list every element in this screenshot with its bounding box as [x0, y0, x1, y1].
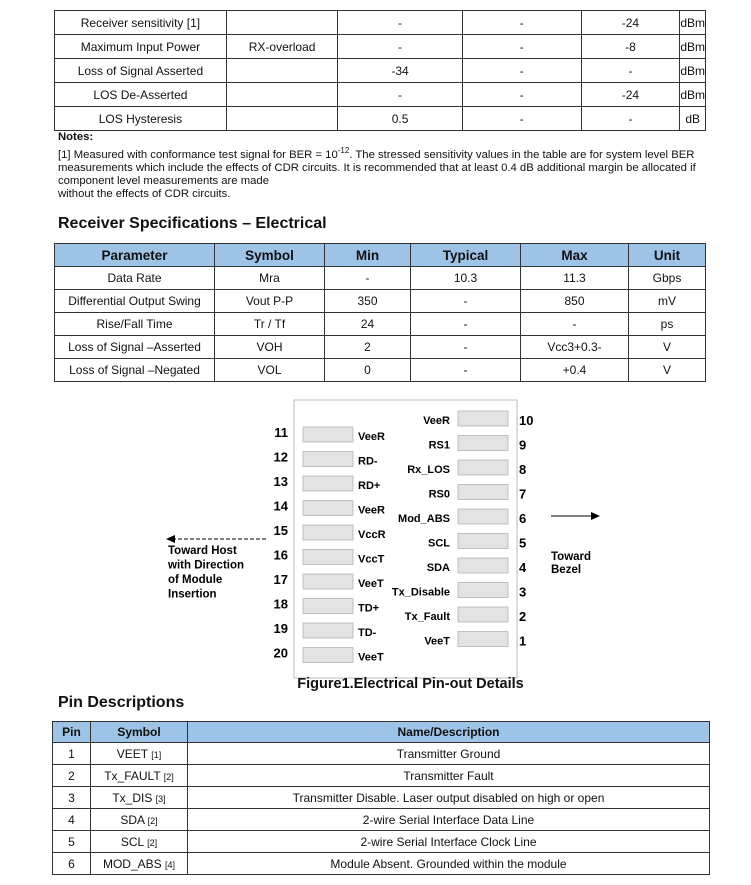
table-cell: dBm [680, 11, 706, 35]
note-1: [1] Measured with conformance test signal for BER = $10^{-12}$. The stressed sensitivity values in the table are for system level BER measurements which include the effects of CDR circuits. It is recommended that at least 0.4 dB additional margin be allocated if component level measurements are made [58, 146, 696, 187]
table-cell: LOS Hysteresis [55, 107, 227, 131]
table-row [55, 35, 706, 59]
pin-name: VeeT [358, 651, 384, 664]
toward-bezel-label [551, 551, 591, 576]
table-row [55, 83, 706, 107]
pin-number: 4 [519, 560, 527, 575]
label-line: Bezel [551, 564, 582, 576]
rx-optical-table [54, 10, 706, 131]
table-cell: LOS De-Asserted [55, 83, 227, 107]
pin-pad [458, 534, 508, 549]
pin-description: Module Absent. Grounded within the module [188, 853, 710, 875]
pin-number: 17 [273, 572, 288, 587]
rx-electrical-table [54, 243, 706, 382]
pin-symbol [91, 853, 188, 875]
table-cell: ps [629, 313, 706, 336]
toward-host-label [167, 545, 244, 601]
table-cell: - [411, 313, 521, 336]
pin-description: Transmitter Ground [188, 743, 710, 765]
table-cell [226, 11, 338, 35]
column-header: Symbol [215, 244, 325, 267]
column-header: Symbol [91, 722, 188, 743]
pin-number: 20 [273, 645, 288, 661]
table-cell: - [411, 336, 521, 359]
table-cell: - [411, 290, 521, 313]
pin-pad [458, 436, 508, 451]
pin-number: 16 [273, 547, 288, 563]
pin-name: VeeT [358, 578, 384, 590]
table-cell: 24 [325, 313, 411, 336]
symbol-text: VEET [116, 746, 148, 761]
pin-pad [458, 411, 508, 426]
table-cell: 0 [325, 359, 411, 382]
pin-name: VeeR [423, 415, 450, 427]
table-cell: 850 [521, 290, 629, 313]
table-cell: RX-overload [226, 35, 338, 59]
table-row [53, 787, 710, 809]
pin-number: 19 [273, 621, 288, 636]
table-cell: - [338, 83, 462, 107]
pin-number: 3 [519, 584, 527, 600]
pin-symbol [91, 809, 188, 831]
table-cell: 350 [325, 290, 411, 313]
table-cell: Differential Output Swing [55, 290, 215, 313]
pin-number: 9 [519, 437, 527, 453]
table-cell [226, 59, 338, 83]
table-cell: mV [629, 290, 706, 313]
notes [58, 131, 708, 201]
pin-name: VeeT [424, 635, 450, 648]
table-cell: dBm [680, 35, 706, 59]
pin-description: Transmitter Disable. Laser output disabled on high or open [188, 787, 710, 809]
symbol-ref: [3] [155, 793, 166, 804]
table-cell: - [338, 35, 462, 59]
pin-number: 2 [53, 765, 91, 787]
table-cell: Loss of Signal –Negated [55, 359, 215, 382]
symbol-text: MOD_ABS [102, 856, 162, 871]
pin-number: 15 [273, 523, 288, 538]
table-cell: - [411, 359, 521, 382]
table-cell: VOL [215, 359, 325, 382]
pin-pad [303, 599, 353, 614]
pin-number: 14 [273, 498, 288, 514]
table-cell: Gbps [629, 267, 706, 290]
table-cell: Maximum Input Power [55, 35, 227, 59]
table-row [53, 743, 710, 765]
figure-caption: Figure1.Electrical Pin-out Details [297, 676, 524, 692]
label-line: Insertion [168, 588, 217, 601]
pin-name: RD+ [358, 480, 381, 492]
pin-pad [303, 476, 353, 491]
pin-number: 11 [274, 425, 288, 440]
label-line: with Direction [168, 559, 245, 572]
table-cell: Data Rate [55, 267, 215, 290]
pin-number: 4 [53, 809, 91, 831]
table-cell: - [581, 59, 680, 83]
pin-number: 10 [519, 413, 534, 428]
pin-pad [303, 427, 353, 442]
symbol-ref: [2] [147, 837, 158, 848]
pin-symbol [91, 787, 188, 809]
pin-name: VeeR [358, 431, 385, 443]
table-cell: Mra [215, 267, 325, 290]
table-cell: Receiver sensitivity [1] [55, 11, 227, 35]
table-row [53, 831, 710, 853]
table-cell: Loss of Signal Asserted [55, 59, 227, 83]
pin-descriptions-title: Pin Descriptions [58, 694, 185, 711]
pin-number: 12 [273, 449, 288, 465]
pin-number: 3 [53, 787, 91, 809]
symbol-text: SCL [120, 834, 144, 849]
column-header: Min [325, 244, 411, 267]
label-line: of Module [168, 574, 223, 586]
pin-name: TD- [358, 627, 377, 639]
pin-description: Transmitter Fault [188, 765, 710, 787]
table-cell: - [462, 35, 581, 59]
table-row [55, 290, 706, 313]
pin-pad [303, 501, 353, 516]
pin-pad [458, 485, 508, 500]
table-cell: Tr / Tf [215, 313, 325, 336]
table-cell: -34 [338, 59, 462, 83]
pin-pad [303, 525, 353, 540]
label-line: Toward Host [168, 545, 237, 557]
pin-name: RS1 [428, 439, 450, 452]
table-row [53, 809, 710, 831]
pin-pad [303, 574, 353, 589]
pin-number: 1 [53, 743, 91, 765]
table-cell: dBm [680, 59, 706, 83]
toward-host-arrow [166, 535, 268, 543]
table-cell: Vout P-P [215, 290, 325, 313]
symbol-text: Tx_DIS [112, 790, 153, 805]
pin-name: VeeR [358, 504, 385, 517]
pin-number: 6 [53, 853, 91, 875]
pin-pad [303, 648, 353, 663]
table-cell: - [338, 11, 462, 35]
pin-name: Mod_ABS [398, 513, 450, 525]
pin-descriptions-table [52, 721, 710, 875]
toward-bezel-arrow [551, 512, 600, 520]
pin-number: 5 [53, 831, 91, 853]
pin-number: 2 [519, 609, 527, 624]
table-cell: 0.5 [338, 107, 462, 131]
pin-number: 7 [519, 486, 527, 502]
note-1-cont: without the effects of CDR circuits. [58, 187, 231, 200]
table-cell: - [462, 83, 581, 107]
table-row [55, 267, 706, 290]
pin-description: 2-wire Serial Interface Data Line [188, 809, 710, 831]
column-header: Name/Description [188, 722, 710, 743]
pin-number: 5 [519, 535, 527, 551]
pin-pad [458, 607, 508, 622]
column-header: Unit [629, 244, 706, 267]
pin-name: SCL [428, 537, 450, 550]
pin-pad [458, 583, 508, 598]
table-row [55, 107, 706, 131]
symbol-text: SDA [120, 812, 145, 827]
pin-pad [458, 460, 508, 475]
table-cell: +0.4 [521, 359, 629, 382]
table-row [55, 313, 706, 336]
table-cell: 11.3 [521, 267, 629, 290]
table-cell: Rise/Fall Time [55, 313, 215, 336]
pin-pad [303, 550, 353, 565]
column-header: Max [521, 244, 629, 267]
pin-name: RD- [358, 455, 378, 468]
pin-name: VccT [358, 553, 385, 566]
table-cell: Loss of Signal –Asserted [55, 336, 215, 359]
pin-pad [458, 509, 508, 524]
table-cell: - [521, 313, 629, 336]
pin-description: 2-wire Serial Interface Clock Line [188, 831, 710, 853]
table-cell: -24 [581, 83, 680, 107]
table-row [55, 336, 706, 359]
table-cell: V [629, 359, 706, 382]
pin-name: Rx_LOS [407, 464, 450, 476]
pin-name: SDA [426, 562, 450, 574]
pin-pad [458, 632, 508, 647]
table-cell: - [325, 267, 411, 290]
rx-electrical-title: Receiver Specifications – Electrical [58, 215, 327, 232]
column-header: Pin [53, 722, 91, 743]
symbol-ref: [2] [147, 815, 158, 826]
column-header: Typical [411, 244, 521, 267]
table-cell [226, 83, 338, 107]
pin-number: 13 [273, 474, 288, 489]
symbol-ref: [2] [163, 771, 174, 782]
table-cell: VOH [215, 336, 325, 359]
symbol-ref: [4] [165, 859, 176, 870]
pin-number: 8 [519, 462, 527, 477]
table-row [55, 359, 706, 382]
symbol-ref: [1] [151, 749, 162, 760]
pin-pad [303, 452, 353, 467]
table-cell: 10.3 [411, 267, 521, 290]
pin-number: 1 [519, 633, 527, 649]
pin-name: Tx_Disable [391, 586, 450, 599]
table-cell: dBm [680, 83, 706, 107]
table-row [53, 765, 710, 787]
pin-number: 18 [273, 596, 288, 612]
pinout-figure [0, 395, 751, 695]
pin-name: RS0 [428, 488, 450, 501]
pin-symbol [91, 831, 188, 853]
table-cell: -24 [581, 11, 680, 35]
table-cell: - [462, 11, 581, 35]
symbol-text: Tx_FAULT [104, 768, 161, 783]
table-cell: - [462, 59, 581, 83]
pin-number: 6 [519, 511, 527, 526]
table-cell: Vcc3+0.3- [521, 336, 629, 359]
table-cell: dB [680, 107, 706, 131]
table-cell: - [581, 107, 680, 131]
pin-pad [458, 558, 508, 573]
table-row [55, 59, 706, 83]
table-row [53, 853, 710, 875]
pin-name: Tx_Fault [404, 611, 450, 623]
table-cell: - [462, 107, 581, 131]
label-line: Toward [551, 551, 592, 563]
table-cell [226, 107, 338, 131]
pin-name: TD+ [358, 602, 380, 615]
table-row [55, 11, 706, 35]
pin-symbol [91, 765, 188, 787]
table-cell: V [629, 336, 706, 359]
pin-name: VccR [358, 529, 386, 541]
column-header: Parameter [55, 244, 215, 267]
table-cell: -8 [581, 35, 680, 59]
table-cell: 2 [325, 336, 411, 359]
notes-heading: Notes: [58, 131, 94, 143]
pin-symbol [91, 743, 188, 765]
pin-pad [303, 623, 353, 638]
